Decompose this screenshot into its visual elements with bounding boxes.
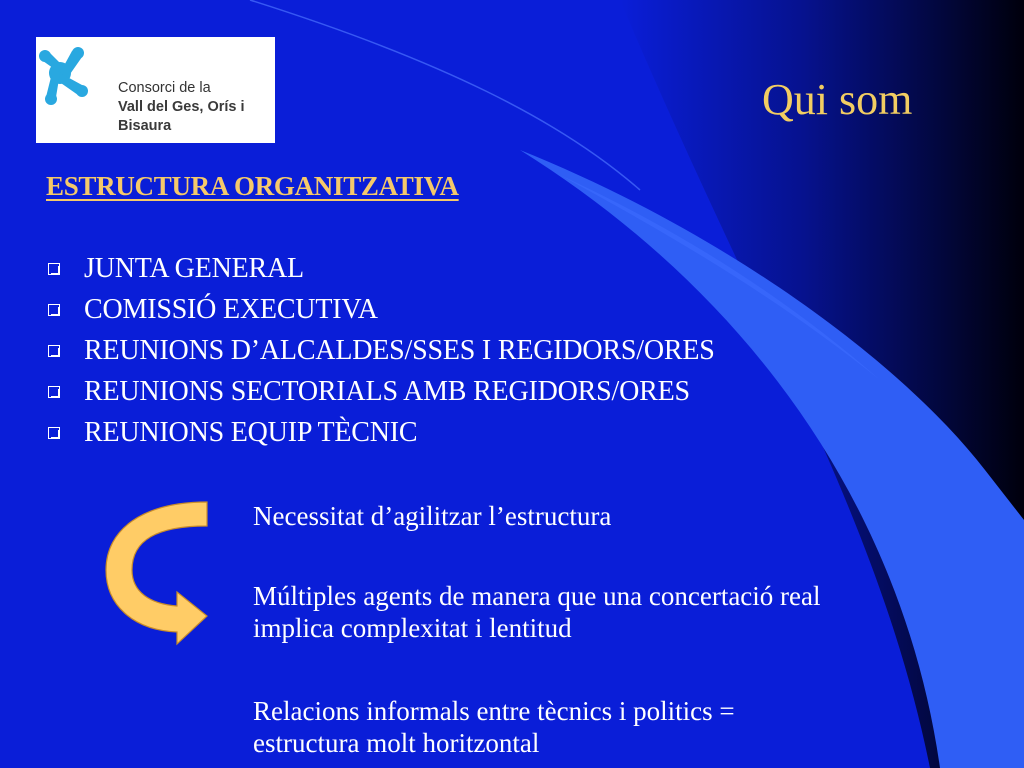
checkbox-bullet-icon — [48, 427, 60, 439]
point-1-line-1: Necessitat d’agilitzar l’estructura — [253, 501, 612, 531]
curved-arrow-icon — [102, 500, 212, 650]
bullet-text: REUNIONS D’ALCALDES/SSES I REGIDORS/ORES — [84, 335, 715, 366]
consorci-logo-icon — [38, 39, 98, 109]
point-3-line-1: Relacions informals entre tècnics i politics = — [253, 696, 735, 726]
bullet-item — [48, 375, 690, 409]
point-2 — [253, 580, 821, 644]
logo-line-3: Bisaura — [118, 118, 172, 134]
logo-text — [118, 79, 245, 136]
section-heading: ESTRUCTURA ORGANITZATIVA — [46, 171, 459, 201]
bullet-item — [48, 293, 378, 327]
point-3-line-2: estructura molt horitzontal — [253, 728, 540, 758]
checkbox-bullet-icon — [48, 386, 60, 398]
logo-line-2: Vall del Ges, Orís i — [118, 99, 245, 115]
checkbox-bullet-icon — [48, 304, 60, 316]
logo-line-1: Consorci de la — [118, 80, 211, 96]
point-2-line-2: implica complexitat i lentitud — [253, 613, 572, 643]
checkbox-bullet-icon — [48, 263, 60, 275]
point-1 — [253, 500, 611, 532]
point-2-line-1: Múltiples agents de manera que una concertació real — [253, 581, 821, 611]
bullet-text: JUNTA GENERAL — [84, 253, 304, 284]
checkbox-bullet-icon — [48, 345, 60, 357]
bullet-text: REUNIONS SECTORIALS AMB REGIDORS/ORES — [84, 376, 690, 407]
bullet-item — [48, 252, 304, 286]
consorci-logo — [36, 37, 275, 143]
bullet-item — [48, 334, 715, 368]
bullet-text: REUNIONS EQUIP TÈCNIC — [84, 417, 418, 448]
bullet-text: COMISSIÓ EXECUTIVA — [84, 294, 378, 325]
slide-title: Qui som — [762, 75, 913, 124]
point-3 — [253, 695, 735, 759]
bullet-item — [48, 416, 417, 450]
